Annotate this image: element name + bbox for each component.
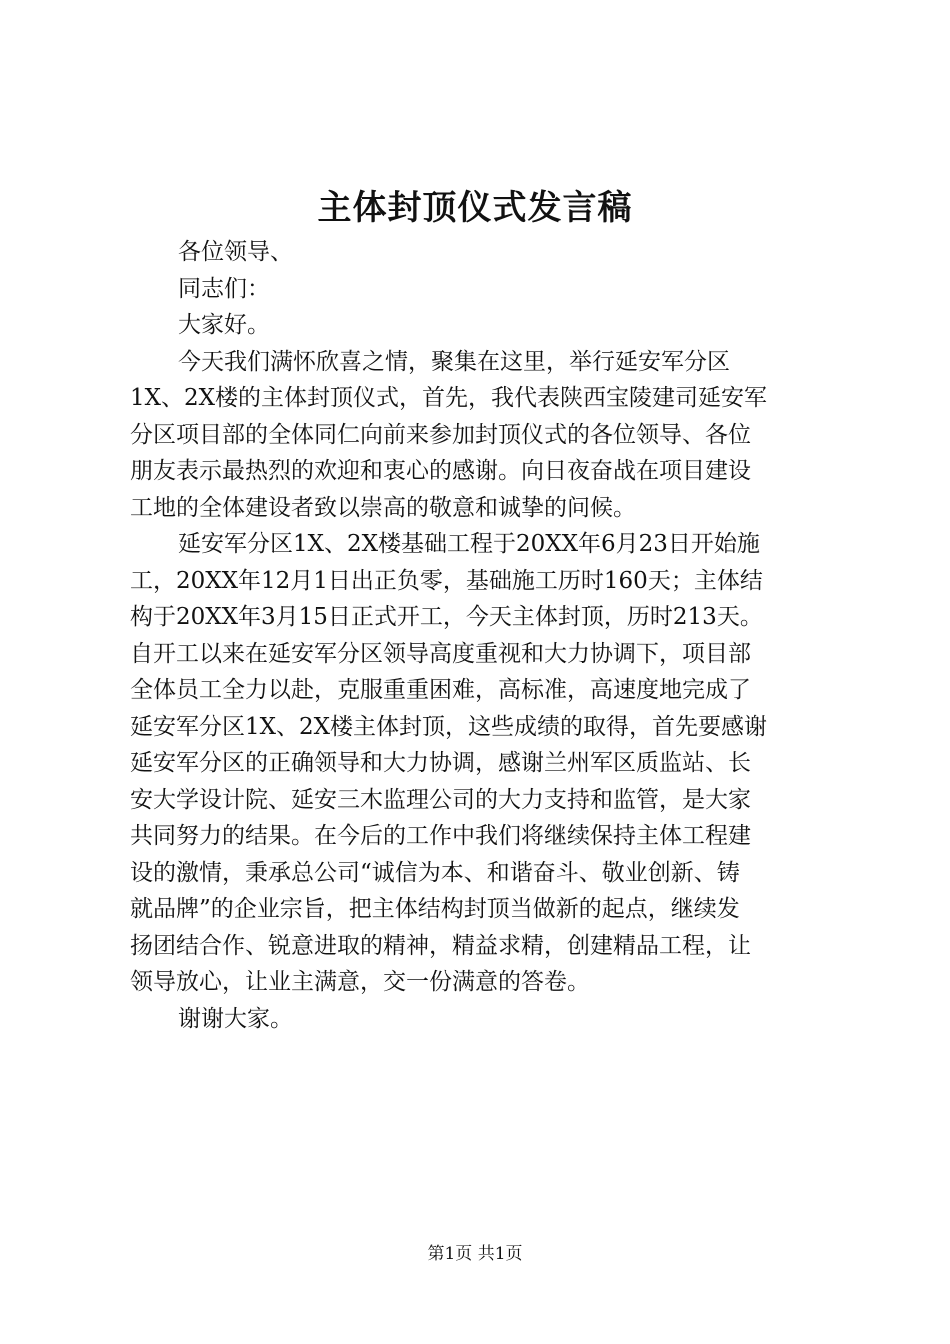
- paragraph-line: 今天我们满怀欣喜之情，聚集在这里，举行延安军分区: [178, 348, 730, 375]
- paragraph-line: 工地的全体建设者致以崇高的敬意和诚挚的问候。: [130, 494, 636, 521]
- salutation-comrades: 同志们：: [178, 275, 270, 302]
- closing-thanks: 谢谢大家。: [178, 1005, 293, 1032]
- paragraph-line: 工，20XX年12月1日出正负零，基础施工历时160天；主体结: [130, 567, 763, 594]
- paragraph-line: 1X、2X楼的主体封顶仪式，首先，我代表陕西宝陵建司延安军: [130, 385, 768, 411]
- paragraph-line: 就品牌”的企业宗旨，把主体结构封顶当做新的起点，继续发: [130, 896, 740, 922]
- paragraph-line: 朋友表示最热烈的欢迎和衷心的感谢。向日夜奋战在项目建设: [130, 458, 751, 484]
- paragraph-line: 领导放心，让业主满意，交一份满意的答卷。: [130, 969, 590, 995]
- paragraph-line: 延安军分区的正确领导和大力协调，感谢兰州军区质监站、长: [130, 750, 751, 776]
- paragraph-progress: [130, 526, 830, 1001]
- salutation-leaders: 各位领导、: [178, 239, 293, 265]
- paragraph-line: 延安军分区1X、2X楼基础工程于20XX年6月23日开始施: [178, 531, 760, 557]
- paragraph-line: 构于20XX年3月15日正式开工，今天主体封顶，历时213天。: [130, 604, 763, 630]
- page-number-footer: 第1页 共1页: [427, 1244, 523, 1264]
- document-title: 主体封顶仪式发言稿: [317, 188, 633, 228]
- paragraph-line: 自开工以来在延安军分区领导高度重视和大力协调下，项目部: [130, 640, 751, 667]
- document-body: [130, 234, 830, 1037]
- paragraph-opening: [130, 344, 830, 527]
- paragraph-line: 扬团结合作、锐意进取的精神，精益求精，创建精品工程，让: [130, 932, 751, 959]
- paragraph-line: 分区项目部的全体同仁向前来参加封顶仪式的各位领导、各位: [130, 421, 751, 448]
- paragraph-line: 安大学设计院、延安三木监理公司的大力支持和监管，是大家: [130, 786, 751, 813]
- salutation-greeting: 大家好。: [178, 312, 270, 338]
- paragraph-line: 设的激情，秉承总公司“诚信为本、和谐奋斗、敬业创新、铸: [130, 859, 740, 886]
- paragraph-line: 延安军分区1X、2X楼主体封顶，这些成绩的取得，首先要感谢: [130, 713, 768, 740]
- paragraph-line: 全体员工全力以赴，克服重重困难，高标准，高速度地完成了: [130, 677, 751, 703]
- paragraph-line: 共同努力的结果。在今后的工作中我们将继续保持主体工程建: [130, 823, 751, 849]
